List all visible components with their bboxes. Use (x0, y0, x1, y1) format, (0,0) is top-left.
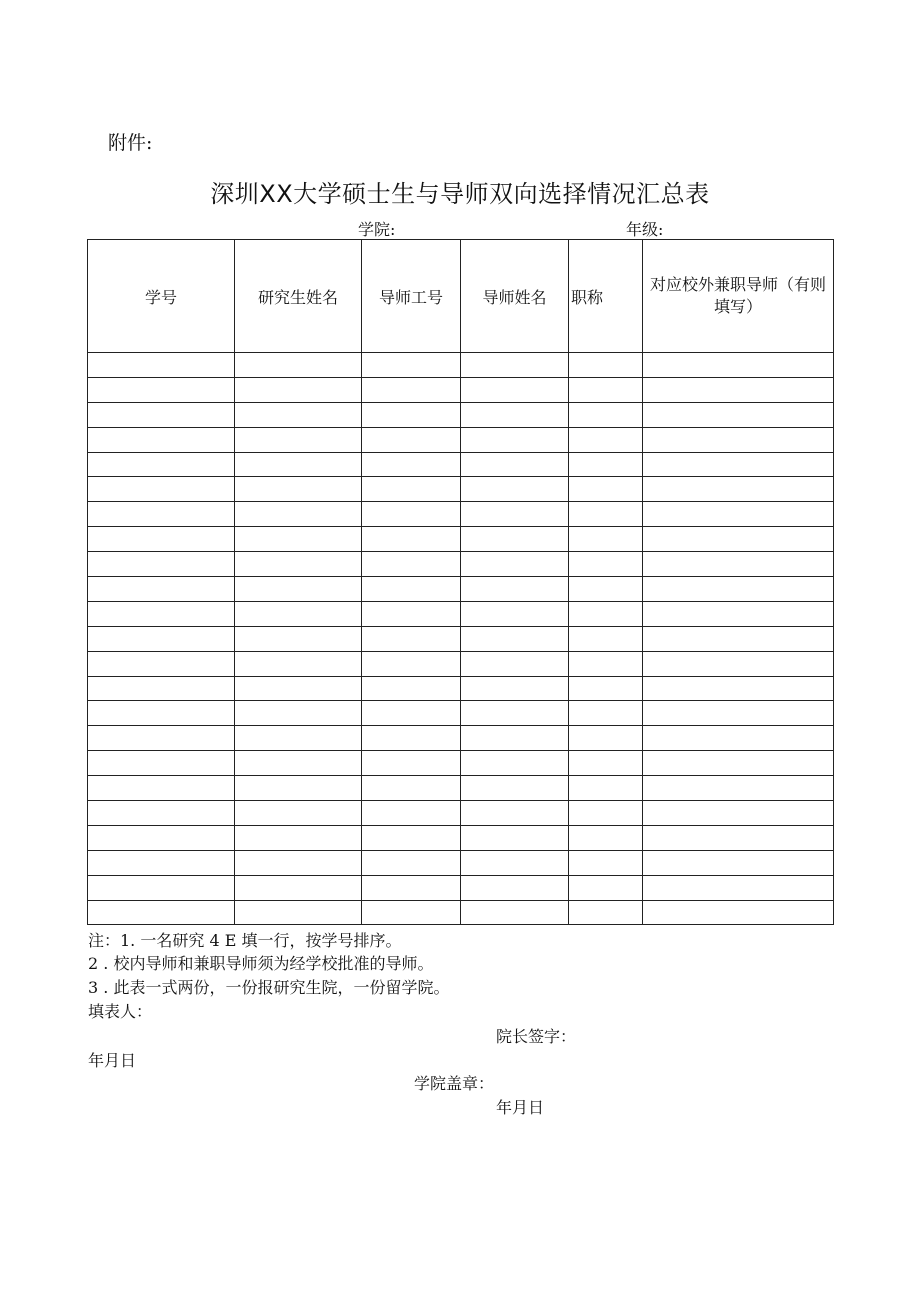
table-cell[interactable] (643, 676, 834, 701)
table-cell[interactable] (88, 651, 235, 676)
table-row (88, 651, 834, 676)
table-cell[interactable] (569, 353, 643, 378)
table-row (88, 726, 834, 751)
table-cell[interactable] (88, 527, 235, 552)
table-row (88, 452, 834, 477)
header-student-name: 研究生姓名 (235, 240, 362, 353)
table-cell[interactable] (88, 601, 235, 626)
table-cell[interactable] (461, 527, 569, 552)
table-cell[interactable] (362, 751, 461, 776)
table-cell[interactable] (643, 875, 834, 900)
table-row (88, 900, 834, 925)
table-cell[interactable] (643, 577, 834, 602)
table-cell[interactable] (235, 850, 362, 875)
table-cell[interactable] (88, 875, 235, 900)
document-title: 深圳XX大学硕士生与导师双向选择情况汇总表 (210, 180, 710, 208)
table-cell[interactable] (88, 701, 235, 726)
table-cell[interactable] (362, 875, 461, 900)
table-cell[interactable] (643, 502, 834, 527)
table-cell[interactable] (235, 402, 362, 427)
table-cell[interactable] (362, 651, 461, 676)
table-cell[interactable] (362, 577, 461, 602)
table-cell[interactable] (235, 552, 362, 577)
table-cell[interactable] (569, 801, 643, 826)
table-cell[interactable] (235, 676, 362, 701)
table-row (88, 353, 834, 378)
table-cell[interactable] (235, 900, 362, 925)
college-seal-label: 学院盖章： (414, 1074, 495, 1093)
table-cell[interactable] (461, 801, 569, 826)
table-cell[interactable] (362, 477, 461, 502)
table-cell[interactable] (362, 601, 461, 626)
table-cell[interactable] (88, 353, 235, 378)
table-row (88, 875, 834, 900)
table-cell[interactable] (88, 452, 235, 477)
table-cell[interactable] (569, 776, 643, 801)
table-cell[interactable] (569, 825, 643, 850)
table-cell[interactable] (235, 726, 362, 751)
table-cell[interactable] (362, 353, 461, 378)
date-label-2: 年月日 (496, 1098, 545, 1117)
table-cell[interactable] (362, 850, 461, 875)
table-cell[interactable] (235, 626, 362, 651)
table-row (88, 427, 834, 452)
table-cell[interactable] (569, 850, 643, 875)
header-title: 职称 (569, 240, 643, 353)
table-cell[interactable] (569, 900, 643, 925)
table-cell[interactable] (569, 577, 643, 602)
table-cell[interactable] (461, 402, 569, 427)
table-cell[interactable] (569, 676, 643, 701)
table-row (88, 477, 834, 502)
table-cell[interactable] (362, 801, 461, 826)
table-cell[interactable] (643, 527, 834, 552)
table-cell[interactable] (362, 502, 461, 527)
table-header-row (88, 240, 834, 353)
table-cell[interactable] (643, 353, 834, 378)
table-cell[interactable] (88, 676, 235, 701)
table-cell[interactable] (569, 601, 643, 626)
table-cell[interactable] (643, 377, 834, 402)
table-cell[interactable] (461, 601, 569, 626)
table-cell[interactable] (643, 900, 834, 925)
table-cell[interactable] (362, 776, 461, 801)
header-external-advisor: 对应校外兼职导师（有则填写） (643, 240, 834, 353)
table-cell[interactable] (643, 726, 834, 751)
table-cell[interactable] (461, 701, 569, 726)
table-cell[interactable] (461, 577, 569, 602)
table-cell[interactable] (643, 552, 834, 577)
table-cell[interactable] (461, 502, 569, 527)
table-row (88, 402, 834, 427)
table-cell[interactable] (569, 452, 643, 477)
table-cell[interactable] (88, 477, 235, 502)
table-cell[interactable] (362, 825, 461, 850)
table-cell[interactable] (643, 776, 834, 801)
table-cell[interactable] (235, 751, 362, 776)
table-cell[interactable] (461, 751, 569, 776)
table-cell[interactable] (235, 353, 362, 378)
table-cell[interactable] (88, 626, 235, 651)
table-cell[interactable] (362, 552, 461, 577)
table-row (88, 825, 834, 850)
header-advisor-id: 导师工号 (362, 240, 461, 353)
table-cell[interactable] (643, 701, 834, 726)
table-row (88, 527, 834, 552)
table-cell[interactable] (643, 751, 834, 776)
table-cell[interactable] (569, 402, 643, 427)
table-cell[interactable] (362, 726, 461, 751)
table-cell[interactable] (362, 676, 461, 701)
table-cell[interactable] (88, 402, 235, 427)
table-row (88, 850, 834, 875)
table-cell[interactable] (461, 552, 569, 577)
header-student-id: 学号 (88, 240, 235, 353)
date-label-1: 年月日 (88, 1051, 137, 1070)
table-cell[interactable] (88, 427, 235, 452)
table-row (88, 676, 834, 701)
table-cell[interactable] (235, 875, 362, 900)
note-3: 3 . 此表一式两份，一份报研究生院，一份留学院。 (88, 978, 450, 997)
attachment-label: 附件: (108, 132, 153, 154)
table-cell[interactable] (461, 427, 569, 452)
table-body (88, 353, 834, 925)
table-cell[interactable] (235, 502, 362, 527)
table-cell[interactable] (643, 850, 834, 875)
table-row (88, 601, 834, 626)
table-cell[interactable] (362, 626, 461, 651)
table-cell[interactable] (88, 377, 235, 402)
table-row (88, 626, 834, 651)
header-advisor-name: 导师姓名 (461, 240, 569, 353)
table-cell[interactable] (643, 626, 834, 651)
table-row (88, 701, 834, 726)
table-cell[interactable] (362, 701, 461, 726)
table-row (88, 801, 834, 826)
table-cell[interactable] (88, 850, 235, 875)
table-cell[interactable] (235, 825, 362, 850)
table-row (88, 577, 834, 602)
note-1: 注：1. 一名研究 4 E 填一行，按学号排序。 (88, 931, 402, 950)
filler-label: 填表人： (88, 1002, 153, 1021)
table-cell[interactable] (88, 577, 235, 602)
table-cell[interactable] (461, 676, 569, 701)
table-cell[interactable] (362, 377, 461, 402)
table-cell[interactable] (643, 601, 834, 626)
table-cell[interactable] (461, 353, 569, 378)
table-row (88, 377, 834, 402)
table-cell[interactable] (461, 452, 569, 477)
table-cell[interactable] (569, 527, 643, 552)
dean-signature-label: 院长签字： (496, 1027, 577, 1046)
table-cell[interactable] (569, 651, 643, 676)
table-cell[interactable] (569, 875, 643, 900)
table-cell[interactable] (362, 527, 461, 552)
table-cell[interactable] (461, 377, 569, 402)
table-cell[interactable] (643, 452, 834, 477)
table-cell[interactable] (235, 577, 362, 602)
table-cell[interactable] (88, 552, 235, 577)
table-cell[interactable] (569, 751, 643, 776)
table-cell[interactable] (362, 402, 461, 427)
table-cell[interactable] (643, 651, 834, 676)
table-cell[interactable] (461, 900, 569, 925)
table-cell[interactable] (569, 502, 643, 527)
table-cell[interactable] (461, 850, 569, 875)
table-cell[interactable] (235, 477, 362, 502)
table-row (88, 502, 834, 527)
table-cell[interactable] (235, 452, 362, 477)
table-cell[interactable] (461, 825, 569, 850)
table-cell[interactable] (88, 751, 235, 776)
table-cell[interactable] (235, 377, 362, 402)
table-cell[interactable] (461, 726, 569, 751)
table-row (88, 751, 834, 776)
table-cell[interactable] (235, 701, 362, 726)
table-cell[interactable] (569, 552, 643, 577)
college-field-label: 学院: (358, 220, 396, 239)
table-cell[interactable] (235, 527, 362, 552)
table-cell[interactable] (569, 626, 643, 651)
table-cell[interactable] (461, 626, 569, 651)
table-cell[interactable] (569, 701, 643, 726)
table-cell[interactable] (88, 776, 235, 801)
table-cell[interactable] (643, 477, 834, 502)
table-cell[interactable] (235, 651, 362, 676)
grade-field-label: 年级: (626, 220, 664, 239)
table-cell[interactable] (362, 900, 461, 925)
table-cell[interactable] (569, 477, 643, 502)
table-cell[interactable] (569, 377, 643, 402)
table-cell[interactable] (88, 825, 235, 850)
table-cell[interactable] (643, 402, 834, 427)
table-cell[interactable] (88, 726, 235, 751)
table-cell[interactable] (461, 477, 569, 502)
table-cell[interactable] (461, 875, 569, 900)
table-cell[interactable] (235, 801, 362, 826)
table-cell[interactable] (569, 726, 643, 751)
table-cell[interactable] (362, 452, 461, 477)
table-cell[interactable] (362, 427, 461, 452)
table-cell[interactable] (569, 427, 643, 452)
table-cell[interactable] (88, 502, 235, 527)
table-cell[interactable] (461, 776, 569, 801)
table-cell[interactable] (88, 900, 235, 925)
note-2: 2 . 校内导师和兼职导师须为经学校批准的导师。 (88, 954, 434, 973)
table-row (88, 552, 834, 577)
table-cell[interactable] (461, 651, 569, 676)
table-cell[interactable] (643, 801, 834, 826)
table-row (88, 776, 834, 801)
table-cell[interactable] (235, 427, 362, 452)
table-cell[interactable] (643, 825, 834, 850)
table-cell[interactable] (235, 776, 362, 801)
selection-summary-table (87, 239, 834, 925)
table-cell[interactable] (643, 427, 834, 452)
table-cell[interactable] (88, 801, 235, 826)
table-cell[interactable] (235, 601, 362, 626)
